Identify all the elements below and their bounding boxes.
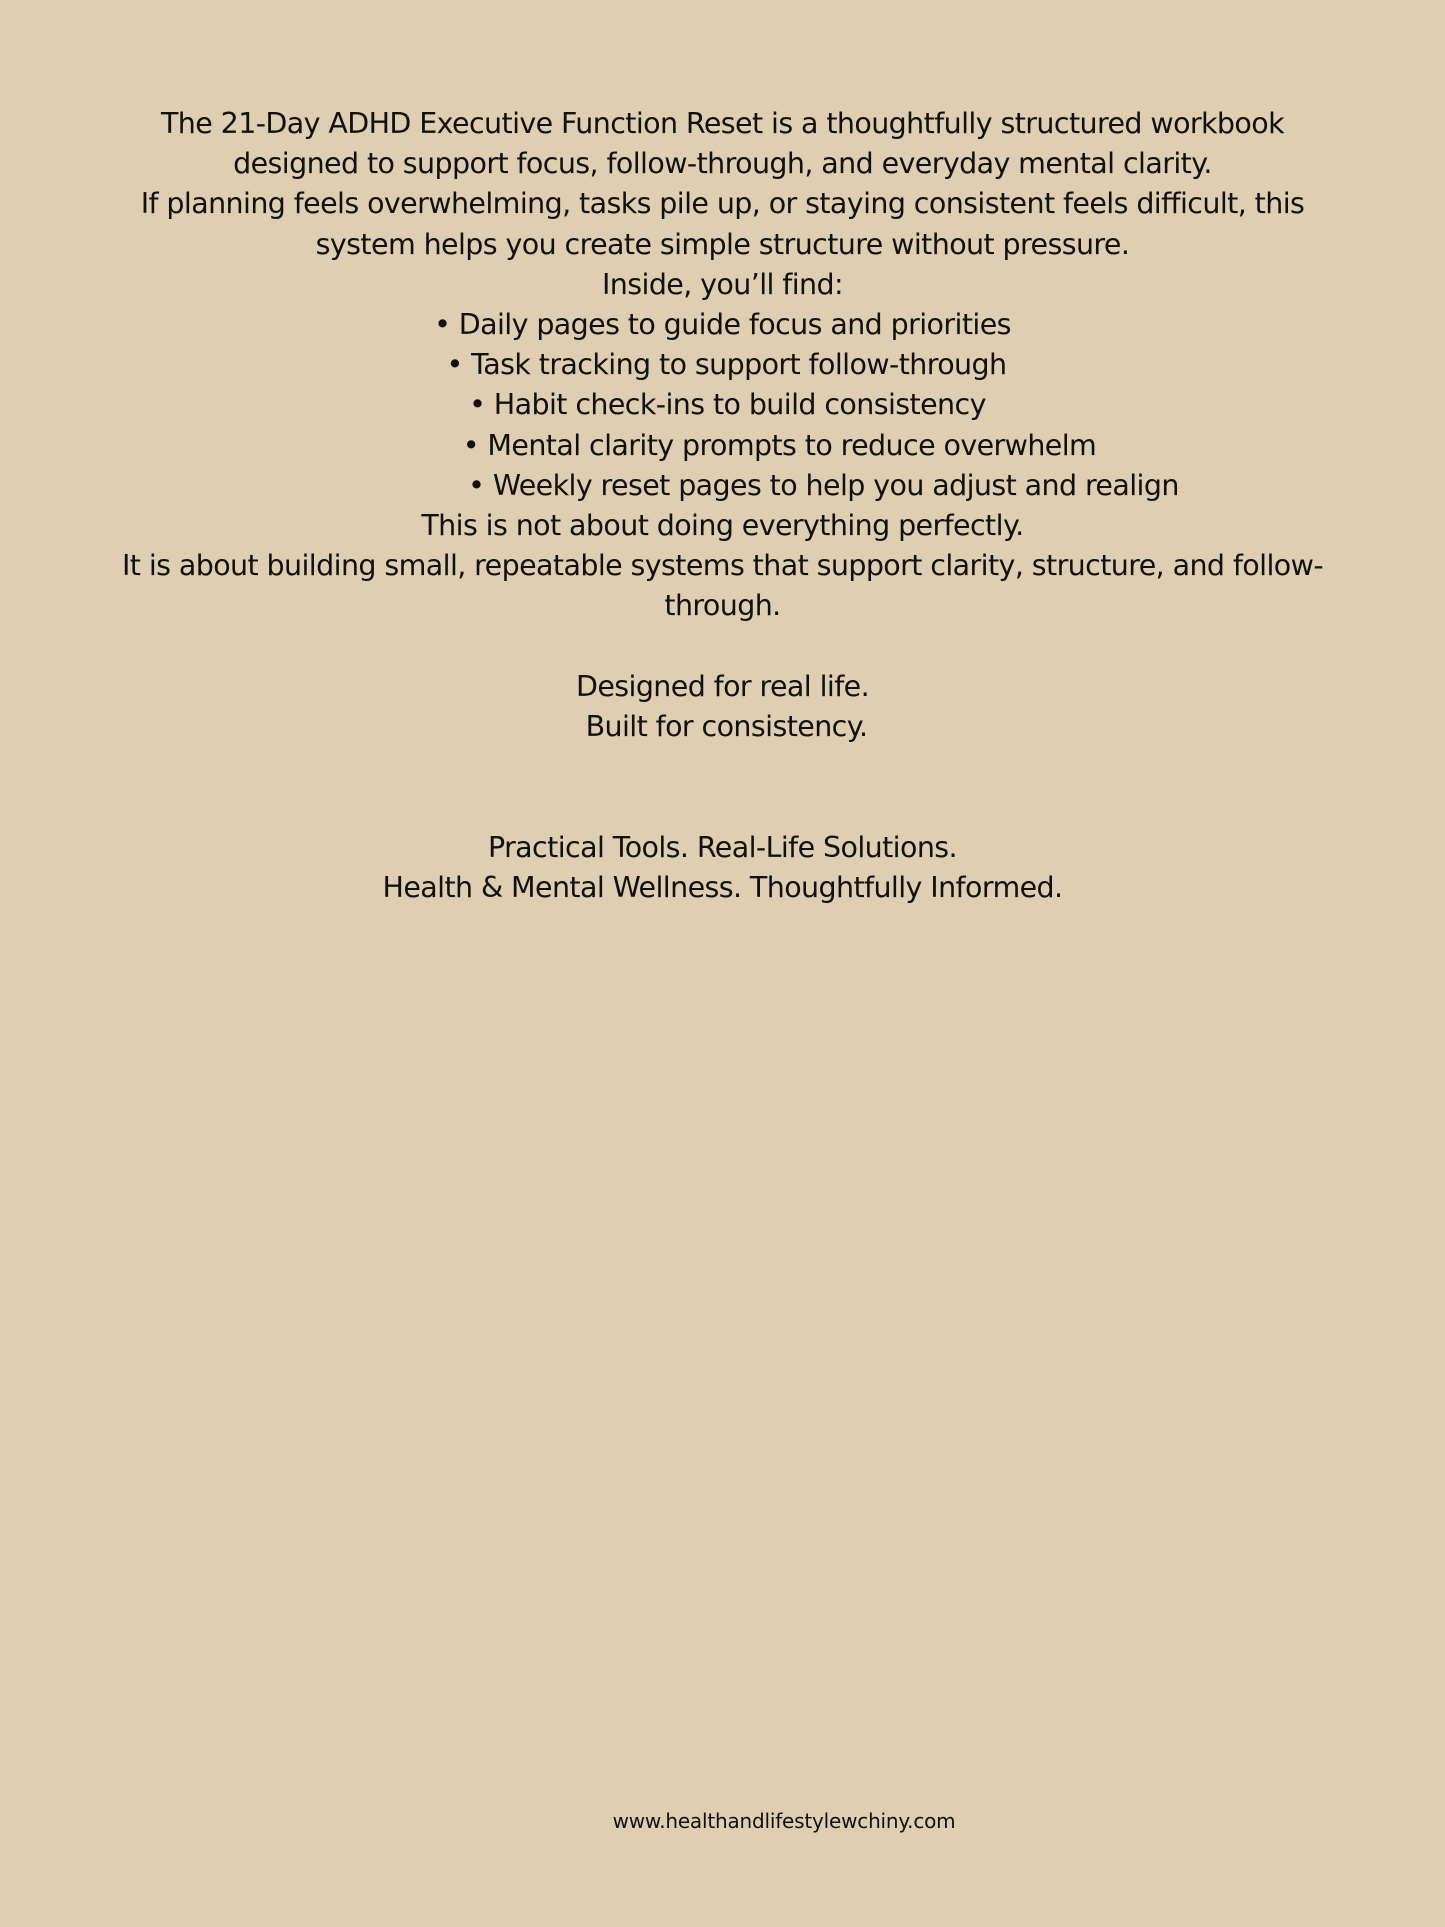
feature-item-task-tracking: • Task tracking to support follow-through (446, 348, 1007, 382)
feature-item-habit-check-ins: • Habit check-ins to build consistency (469, 388, 986, 422)
closing-line-2: It is about building small, repeatable systems that support clarity, structure, and follow- (121, 549, 1324, 583)
intro-line-4: system helps you create simple structure without pressure. (315, 227, 1130, 261)
closing-line-3: through. (664, 589, 781, 623)
feature-item-mental-clarity: • Mental clarity prompts to reduce overwhelm (462, 428, 1097, 462)
intro-line-2: designed to support focus, follow-through, and everyday mental clarity. (233, 147, 1212, 181)
tagline-line-2: Built for consistency. (585, 710, 868, 744)
spacer (80, 627, 1365, 667)
description-text (80, 104, 1365, 908)
tagline-line-1: Designed for real life. (575, 669, 870, 703)
inside-heading: Inside, you’ll find: (601, 267, 843, 301)
footer-website-url: www.healthandlifestylewchiny.com (612, 1809, 956, 1833)
intro-line-3: If planning feels overwhelming, tasks pile up, or staying consistent feels difficult, this (140, 187, 1305, 221)
feature-item-daily-pages: • Daily pages to guide focus and priorities (434, 308, 1011, 342)
brand-line-2: Health & Mental Wellness. Thoughtfully Informed. (382, 870, 1063, 904)
intro-line-1: The 21-Day ADHD Executive Function Reset is a thoughtfully structured workbook (161, 107, 1284, 140)
brand-line-1: Practical Tools. Real-Life Solutions. (487, 830, 958, 864)
spacer (80, 747, 1365, 827)
closing-line-1: This is not about doing everything perfectly. (421, 509, 1024, 543)
feature-item-weekly-reset: • Weekly reset pages to help you adjust and realign (468, 468, 1179, 502)
